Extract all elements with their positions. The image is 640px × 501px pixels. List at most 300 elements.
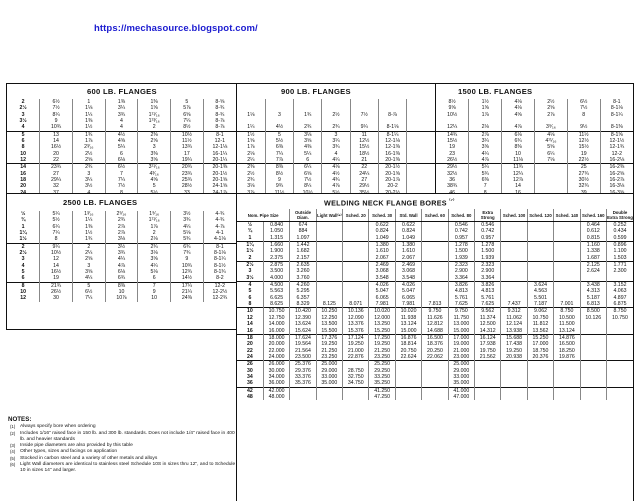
table-cell: 2½	[72, 151, 105, 157]
table-cell: 7¼	[105, 177, 138, 183]
table-cell: 8	[40, 236, 73, 243]
table-cell: 1¹¹⁄₁₆	[138, 217, 171, 223]
table-cell: 5.563	[263, 288, 289, 294]
table-cell: 19.000	[448, 341, 474, 347]
table-cell: 22	[350, 164, 378, 171]
table-cell: 1⅞	[72, 138, 105, 144]
table-cell: 16½	[40, 269, 73, 275]
table-cell: 12⅞	[502, 177, 535, 183]
table-cell: 2.323	[448, 262, 474, 269]
table-cell: 29.250	[369, 368, 395, 374]
table-cell: 0.742	[475, 228, 501, 234]
table-cell: 41.000	[448, 387, 474, 394]
table-cell: 2⅛	[237, 151, 265, 157]
table-cell: 7½	[350, 112, 378, 118]
table-cell: 9	[40, 118, 73, 124]
table-cell: 8-1	[203, 243, 236, 250]
table-cell: 4.897	[613, 294, 627, 301]
table-cell: 0.957	[475, 235, 501, 242]
table-cell	[316, 262, 342, 269]
table-cell: 8½	[265, 171, 293, 177]
table-cell: 4¼	[322, 157, 350, 164]
table-cell: 4³⁄₁₆	[138, 171, 171, 177]
table-cell: 1¹³⁄₁₆	[138, 118, 171, 124]
table-cell	[527, 394, 553, 400]
table-cell: 1.278	[475, 242, 501, 249]
table-cell: 8-1⅛	[610, 105, 623, 112]
table-cell: 4⅛	[534, 131, 567, 138]
table-cell: 21.250	[316, 348, 342, 354]
table-cell: 13.500	[316, 321, 342, 327]
table-row	[237, 328, 633, 335]
note-marker: (5)	[10, 455, 16, 461]
table-cell: 2.067	[369, 255, 395, 262]
table-cell: 14¾	[436, 131, 469, 138]
flange-600-title: 600 LB. FLANGES	[87, 87, 157, 96]
table-cell: 10.750	[527, 315, 553, 321]
table-cell	[475, 361, 501, 368]
table-cell: 8-1	[613, 99, 621, 105]
table-cell	[554, 361, 580, 368]
table-row	[7, 275, 236, 282]
table-cell: 12-1⅛	[378, 138, 406, 144]
table-cell: 19.250	[501, 348, 527, 354]
table-cell: 3⅝	[294, 138, 322, 144]
table-cell: 4⅜	[294, 144, 322, 150]
table-cell: ½	[237, 222, 263, 229]
table-cell: 9.562	[475, 308, 501, 315]
table-cell: 16.876	[395, 334, 421, 341]
table-cell: 27	[40, 171, 73, 177]
table-cell: 7	[105, 171, 138, 177]
table-cell	[343, 262, 369, 269]
table-cell: 22.000	[263, 348, 289, 354]
table-cell: 24.000	[263, 354, 289, 361]
table-cell: 12.124	[501, 321, 527, 327]
table-cell	[534, 190, 567, 193]
table-cell: 674	[290, 222, 316, 229]
table-cell: 1.049	[369, 235, 395, 242]
table-cell: 1⅛	[72, 105, 105, 111]
table-cell: 5.295	[290, 288, 316, 294]
table-cell: 23¾	[171, 171, 204, 177]
table-cell: 10	[502, 151, 535, 157]
table-cell: 24⅜	[171, 295, 204, 301]
table-cell: 5¼	[294, 151, 322, 157]
table-cell: 19.750	[475, 348, 501, 354]
table-cell: 2.624	[580, 268, 606, 274]
table-cell	[422, 222, 448, 229]
table-cell: 1¹¹⁄₁₆	[138, 112, 171, 118]
table-cell: 3.068	[369, 268, 395, 274]
note-marker: (6)	[10, 462, 16, 468]
table-cell: 12¼	[436, 124, 469, 131]
table-cell: 17.000	[527, 341, 553, 347]
table-cell: 1½	[72, 230, 105, 236]
table-cell: 7½	[567, 105, 600, 111]
table-cell: 0.622	[369, 222, 395, 229]
table-cell: 15.624	[290, 328, 316, 335]
table-cell: 47.250	[369, 394, 395, 400]
table-cell: 14	[502, 183, 535, 189]
table-cell: 1½	[237, 131, 265, 138]
table-cell: 19.250	[316, 341, 342, 347]
note-marker: (3)	[10, 443, 16, 449]
table-cell	[422, 235, 448, 242]
table-cell: 12-1¾	[609, 144, 625, 151]
table-cell: 4.563	[527, 288, 553, 294]
table-cell: 12-1	[214, 138, 226, 145]
table-cell: 2.900	[448, 268, 474, 274]
table-cell: 33.000	[448, 374, 474, 380]
table-cell: 47.000	[448, 394, 474, 400]
table-cell: 3.364	[448, 275, 474, 282]
table-cell: 15.500	[316, 328, 342, 335]
table-row	[237, 387, 633, 394]
table-cell	[527, 387, 553, 394]
table-cell: 2.067	[395, 255, 421, 262]
table-cell: 6⅜	[265, 144, 293, 150]
table-cell: ¾	[237, 228, 263, 234]
table-cell: 14½	[171, 275, 204, 282]
note-text: Stocked in carbon steel and a variety of other metals and alloys	[20, 455, 158, 461]
table-cell: 22	[40, 157, 73, 164]
note-text: Other types, sizes and facings on application	[20, 449, 118, 455]
table-cell: 12.000	[369, 315, 395, 321]
table-cell: 884	[290, 228, 316, 234]
table-row	[237, 348, 633, 354]
table-cell: 6¼	[294, 164, 322, 171]
table-cell: 17.376	[316, 334, 342, 341]
table-row	[237, 334, 633, 341]
table-cell: 4½	[105, 131, 138, 138]
weld-header: Sched. 80	[448, 209, 474, 222]
table-cell: 7¾	[171, 250, 204, 256]
table-cell: 3¼	[322, 138, 350, 144]
table-cell: 15½	[567, 144, 600, 150]
table-cell: 2.875	[263, 262, 289, 269]
table-cell: 3.364	[475, 275, 501, 282]
table-cell: 16-1⅜	[378, 151, 406, 157]
table-cell: 17.624	[290, 334, 316, 341]
table-cell	[554, 255, 580, 262]
table-cell: 23	[436, 151, 469, 157]
table-cell: 3.826	[448, 282, 474, 289]
table-cell: 4-1⅛	[213, 236, 226, 243]
table-cell: 1.097	[290, 235, 316, 242]
table-cell: 1.610	[369, 248, 395, 254]
table-cell: 9½	[567, 124, 600, 131]
table-cell: 6¾	[502, 138, 535, 144]
table-cell: 7.437	[501, 301, 527, 308]
note-text: Light Wall diameters are identical to stainless steel Schedule 10S in sizes thru 12", and to Schedule 10 in sizes 14" and larger.	[20, 462, 236, 474]
table-cell	[407, 157, 435, 164]
notes-heading: NOTES:	[8, 416, 32, 423]
table-row	[237, 308, 633, 315]
table-cell: 8-⅞	[378, 112, 406, 118]
table-cell: 12.812	[422, 321, 448, 327]
table-cell	[422, 255, 448, 262]
table-cell	[422, 380, 448, 387]
table-cell: 20.750	[395, 348, 421, 354]
table-cell: 5⅛	[138, 269, 171, 275]
table-cell	[407, 124, 435, 131]
table-cell: 3⅛	[237, 183, 265, 189]
table-cell: 16	[237, 328, 263, 335]
table-cell: 1.660	[263, 242, 289, 249]
flange-2500-table	[7, 211, 236, 302]
table-cell: 3¾	[171, 217, 204, 223]
table-cell	[501, 387, 527, 394]
table-cell: 3	[237, 268, 263, 274]
table-cell: 8	[105, 190, 138, 193]
table-cell: 12	[7, 157, 40, 164]
table-row	[237, 131, 435, 138]
table-cell: 2¾	[294, 124, 322, 131]
table-cell	[343, 235, 369, 242]
table-row	[436, 190, 633, 193]
table-cell: 4	[105, 118, 138, 124]
table-cell: 4⅞	[502, 124, 535, 131]
table-cell: 4⅞	[322, 183, 350, 189]
table-cell: 8-1¼	[610, 111, 623, 118]
table-cell: 20-1⅝	[378, 171, 406, 177]
table-cell: 38¾	[436, 183, 469, 189]
flange-900-title: 900 LB. FLANGES	[281, 87, 351, 96]
table-cell: 20-2½	[378, 190, 406, 193]
table-cell: 2	[7, 243, 40, 250]
table-cell: 42.000	[263, 387, 289, 394]
table-cell: 6⅜	[469, 177, 502, 183]
table-cell	[422, 282, 448, 289]
table-cell: 1⅞	[237, 144, 265, 150]
table-cell: 1.500	[475, 248, 501, 254]
table-cell: 6⅛	[105, 269, 138, 275]
table-cell	[527, 222, 553, 229]
table-cell: 8-1⅛	[213, 250, 226, 257]
table-cell: 4¼	[171, 224, 204, 230]
table-cell: 46	[436, 190, 469, 193]
weld-bores-table	[237, 209, 633, 400]
table-cell: 20.000	[263, 341, 289, 347]
table-cell: 25.250	[369, 361, 395, 368]
table-cell: 1.939	[475, 255, 501, 262]
table-cell: 10½	[40, 250, 73, 256]
table-cell	[316, 282, 342, 289]
table-cell: 6.065	[369, 295, 395, 301]
table-cell: 22.624	[395, 354, 421, 361]
weld-header: Sched. 30	[369, 209, 395, 222]
table-cell: 4¼	[138, 263, 171, 269]
table-cell: 6	[294, 157, 322, 164]
table-cell: 17¼	[171, 282, 204, 289]
table-cell: 10.750	[263, 308, 289, 315]
table-cell	[316, 242, 342, 249]
table-row	[237, 341, 633, 347]
table-cell: 2	[72, 243, 105, 250]
table-cell: 4⅝	[138, 177, 171, 183]
table-cell: 6½	[567, 99, 600, 105]
table-cell: 1½	[7, 236, 40, 243]
table-cell	[316, 387, 342, 394]
table-cell: 7	[138, 282, 171, 289]
weld-header: Double Extra Strong	[607, 210, 633, 220]
table-cell: 8½	[171, 124, 204, 131]
source-url[interactable]: https://mechasource.blogspot.com/	[94, 23, 258, 34]
table-cell: 12	[7, 295, 40, 301]
table-cell	[290, 394, 316, 400]
table-cell: 3⅝	[469, 144, 502, 150]
table-cell: 23.000	[448, 354, 474, 361]
table-cell: 29½	[350, 183, 378, 189]
table-cell: 22½	[567, 157, 600, 164]
table-row	[237, 321, 633, 327]
table-cell: 3.068	[395, 268, 421, 274]
table-cell: 3⅝	[72, 269, 105, 275]
table-cell: 1.338	[580, 248, 606, 254]
table-cell: 2.157	[290, 255, 316, 262]
table-cell: 8¼	[40, 112, 73, 118]
table-cell: 32½	[436, 171, 469, 177]
table-cell	[501, 255, 527, 262]
table-cell: 1.050	[263, 228, 289, 234]
table-cell: 4-¾	[215, 217, 225, 224]
table-cell	[422, 361, 448, 368]
table-cell: 11⅛	[502, 157, 535, 164]
table-row	[237, 380, 633, 387]
table-cell: 2½	[7, 105, 40, 111]
table-cell: 3	[72, 263, 105, 269]
table-cell: 8.750	[554, 308, 580, 315]
table-cell: 25.000	[448, 361, 474, 368]
table-cell: 4⅞	[105, 263, 138, 269]
table-cell: 16-2⅜	[600, 164, 633, 171]
table-cell: 4	[7, 263, 40, 269]
table-cell: 32¾	[567, 183, 600, 189]
table-cell: 27¾	[567, 171, 600, 177]
table-cell	[527, 361, 553, 368]
table-cell: 8-1¼	[213, 256, 226, 263]
table-cell: 23.500	[290, 354, 316, 361]
table-cell	[580, 380, 606, 387]
table-cell	[580, 275, 606, 282]
table-row	[237, 190, 435, 193]
table-cell: 13.250	[369, 321, 395, 327]
table-cell: 1⅜	[138, 99, 171, 105]
table-cell: 21.564	[290, 348, 316, 354]
table-cell: 5	[72, 282, 105, 289]
weld-header: Sched. 120	[527, 209, 553, 222]
table-cell: 7.625	[475, 301, 501, 308]
table-cell: 11½	[265, 190, 293, 193]
table-cell: 3⅛	[105, 236, 138, 243]
table-cell: 19	[436, 144, 469, 150]
table-cell: 8	[469, 190, 502, 193]
table-cell: 1.380	[395, 242, 421, 249]
table-cell: 24-1⅞	[212, 189, 228, 193]
table-cell: 3⅜	[138, 151, 171, 157]
table-cell	[290, 387, 316, 394]
table-cell	[580, 394, 606, 400]
note-text: Inside pipe diameters are also provided by this table	[20, 443, 133, 449]
table-cell	[316, 235, 342, 242]
table-cell: 1⅝	[469, 105, 502, 111]
table-cell: 35.376	[290, 380, 316, 387]
table-cell: 6¼	[40, 224, 73, 230]
table-cell: 12¾	[171, 269, 204, 275]
table-cell: 8	[7, 282, 40, 289]
table-cell	[501, 242, 527, 249]
table-cell: 13.124	[554, 328, 580, 335]
table-cell	[407, 190, 435, 193]
table-cell: ½	[7, 211, 40, 217]
table-cell	[554, 387, 580, 394]
table-cell: 42	[237, 387, 263, 394]
table-cell: 2⅝	[72, 256, 105, 262]
table-cell: 19.876	[554, 354, 580, 361]
table-cell: 0.546	[475, 222, 501, 229]
table-cell: 2	[237, 255, 263, 262]
table-cell	[343, 394, 369, 400]
table-cell: 7⅛	[534, 157, 567, 164]
table-cell: 2.900	[475, 268, 501, 274]
table-cell: 8⅜	[502, 144, 535, 150]
table-cell: 16.000	[263, 328, 289, 335]
table-cell: 48.000	[263, 394, 289, 400]
table-cell: 18	[237, 334, 263, 341]
note-text: Includes 1/16" raised face in 150 lb. and 300 lb. standards. Does not include 1/4" raised face in 400 lb. and heavier standards	[20, 430, 235, 442]
table-row	[7, 190, 236, 193]
table-cell: 24	[237, 354, 263, 361]
table-cell: 16-2⅛	[609, 157, 625, 164]
table-cell: 10⅞	[105, 295, 138, 301]
table-cell: 1.442	[290, 242, 316, 249]
weld-header: Sched. 60	[422, 209, 448, 222]
table-row	[237, 301, 633, 308]
table-cell: 16½	[40, 144, 73, 150]
table-cell: 26½	[40, 289, 73, 295]
table-cell: 5.047	[369, 288, 395, 294]
table-cell: 8-2	[216, 275, 224, 282]
table-cell	[527, 242, 553, 249]
table-cell: 3	[265, 112, 293, 118]
table-cell: 1¾	[72, 236, 105, 243]
table-cell: 4	[322, 151, 350, 157]
table-cell: 17.250	[369, 334, 395, 341]
table-cell: 2¾	[322, 124, 350, 131]
table-cell: 22.876	[343, 354, 369, 361]
table-cell: 9	[138, 289, 171, 295]
table-cell: 18.000	[263, 334, 289, 341]
table-cell: 14.876	[554, 334, 580, 341]
table-cell	[395, 387, 421, 394]
table-cell: 20.376	[527, 354, 553, 361]
table-cell: 8-1¾	[213, 269, 226, 276]
table-cell: 11.938	[395, 315, 421, 321]
table-cell: 20-1⅞	[378, 177, 406, 183]
table-cell: 20-1⅝	[212, 177, 228, 184]
table-cell: 10.500	[554, 315, 580, 321]
table-cell: 9.750	[448, 308, 474, 315]
table-cell: 6.813	[580, 301, 606, 308]
table-cell: 8¼	[294, 183, 322, 189]
table-cell: 6½	[40, 99, 73, 105]
note-marker: (1)	[10, 424, 16, 430]
table-cell: 2½	[237, 262, 263, 269]
flange-2500-title: 2500 LB. FLANGES	[63, 198, 138, 207]
table-cell: 34	[237, 374, 263, 380]
table-cell: 7½	[105, 183, 138, 189]
